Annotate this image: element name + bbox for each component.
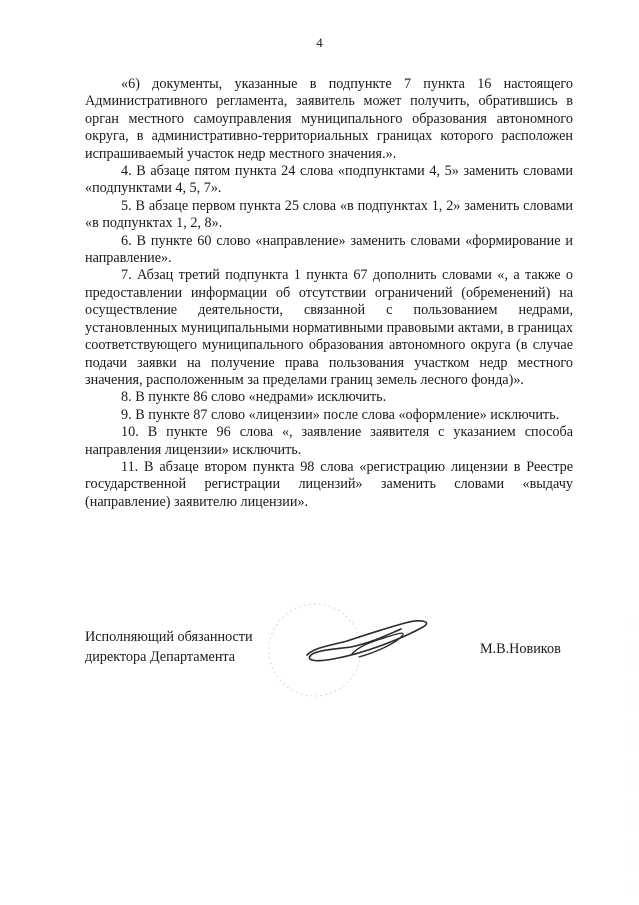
- scan-edge-marks: [629, 0, 635, 905]
- paragraph-9: 9. В пункте 87 слово «лицензии» после слова «оформление» исключить.: [121, 406, 560, 423]
- document-body: [85, 76, 573, 511]
- paragraph-item-6-text: «6) документы, указанные в подпункте 7 пункта 16 настоящего Административного регламента, заявитель может получить, обратившись в орган местного самоуправления муниципального образования автономного округа, в административно-территориальных границах которого расположен испрашиваемый участок недр местного значения.».: [85, 76, 573, 162]
- paragraph-7: 7. Абзац третий подпункта 1 пункта 67 дополнить словами «, а также о предоставлении информации об отсутствии ограничений (обременений) на осуществление деятельности, связанной с пользованием недрами, установленных муниципальными нормативными правовыми актами, в границах соответствующего муниципального образования автономного округа (в случае подачи заявки на получение права пользования участком недр местного значения, расположенным за пределами границ земель лесного фонда)».: [85, 267, 573, 388]
- paragraph-6: 6. В пункте 60 слово «направление» заменить словами «формирование и направление».: [85, 232, 573, 267]
- signatory-title-line2: директора Департамента: [85, 649, 236, 665]
- paragraph-11: 11. В абзаце втором пункта 98 слова «регистрацию лицензии в Реестре государственной регистрации лицензий» заменить словами «выдачу (направление) заявителю лицензии».: [85, 458, 573, 510]
- signatory-name: М.В.Новиков: [480, 641, 561, 657]
- paragraph-10: 10. В пункте 96 слова «, заявление заявителя с указанием способа направления лицензии» исключить.: [85, 424, 573, 458]
- signatory-title: [85, 627, 305, 667]
- page-number: 4: [316, 35, 323, 50]
- paragraph-4: 4. В абзаце пятом пункта 24 слова «подпунктами 4, 5» заменить словами «подпунктами 4, 5, 7».: [85, 163, 573, 197]
- paragraph-8: 8. В пункте 86 слово «недрами» исключить.: [121, 389, 387, 406]
- signatory-title-line1: Исполняющий обязанности: [85, 629, 253, 645]
- paragraph-5: 5. В абзаце первом пункта 25 слова «в подпунктах 1, 2» заменить словами «в подпунктах 1, 2, 8».: [85, 197, 573, 232]
